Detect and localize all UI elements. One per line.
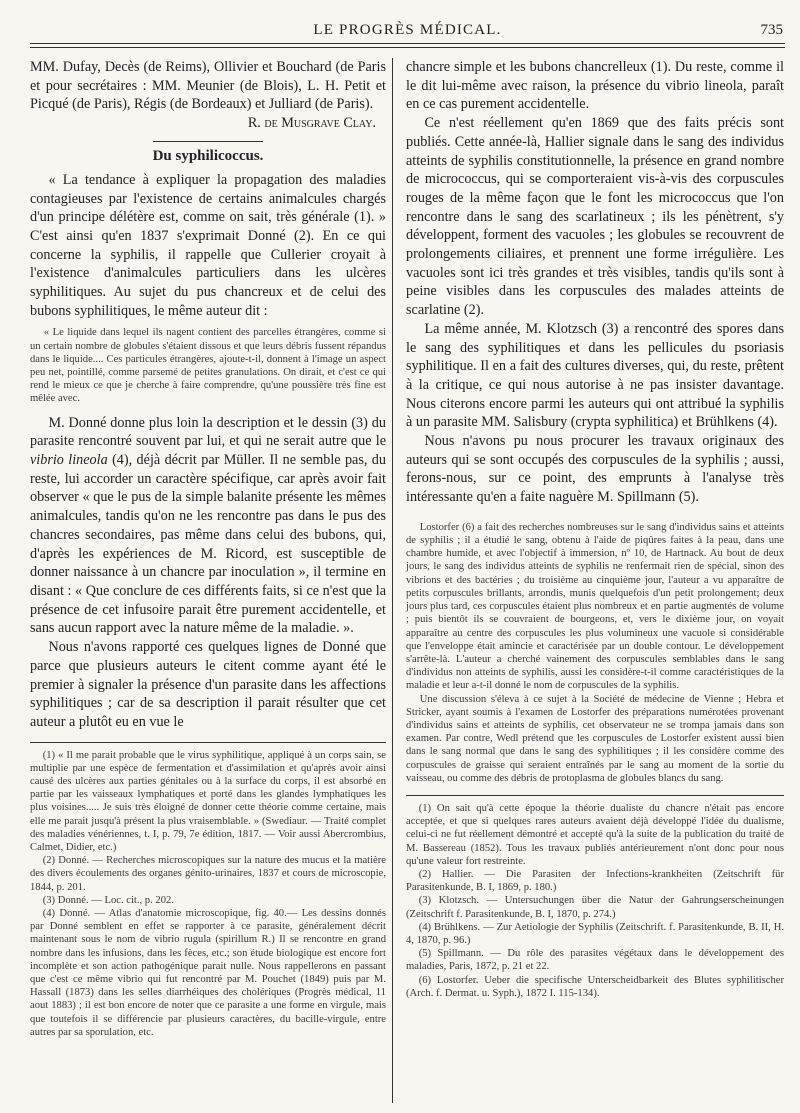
footnote-4: (4) Donné. — Atlas d'anatomie microscopique, fig. 40.— Les dessins donnés par Donné semblent en effet se rapporter à ce parasite, généralement décrit maintenant sous le nom de vibrio rugula (spirillum R.) Il se rencontre en grand nombre dans les infusions, dans les fèces, etc.; son étude biologique est encore fort incomplète et son action pathogénique parait nulle. Nous rappellerons en passant que c'est ce même vibrio qui fut rencontré par M. Pouchet (1849) puis par M. Hassall (1873) dans les selles diarrhéiques des cholériques (Progrès médical, 11 aout 1883) ; il est bon encore de noter que ce parasite a une forme en virgule, mais que toutefois il se différencie par plusieurs caractères, du bacille-virgule, entre autres par sa sporulation, etc. [30,908,386,1038]
paragraph-2-start: M. Donné donne plus loin la description et le dessin (3) du parasite rencontré souvent par lui, et qui ne serait autre que le [30,414,386,450]
congress-members-paragraph: MM. Dufay, Decès (de Reims), Ollivier et Bouchard (de Paris et pour secrétaires : MM. Meunier (de Blois), L. H. Petit et Picqué (de Paris), Régis (de Bordeaux) et Julliard (de Paris). [30,59,386,113]
column-divider [392,58,393,1103]
footnote-rule-right [406,795,784,796]
journal-title: LE PROGRÈS MÉDICAL. [313,22,502,38]
page-number: 735 [760,22,783,38]
donne-quote: « Le liquide dans lequel ils nagent contient des parcelles étrangères, comme si un certain nombre de globules s'étaient dissous et que leurs débris fussent répandus dans le liquide.... Ces particules étrangères, ajoute-t-il, donnent à l'image un aspect peu net, pointillé, comme parsemé de petites granulations. On dirait, et c'est ce qui rend le mieux ce que je cherche à faire comprendre, qu'une poussière très fine est mêlée avec. [30,327,386,405]
signature-line [30,114,386,133]
header-rule-thick [30,43,785,44]
author-signature: R. de Musgrave Clay. [247,115,376,132]
footnote-2: (2) Donné. — Recherches microscopiques sur la nature des mucus et la matière des divers écoulements des organes génito-urinaires, 1837 et cours de microscopie, 1844, p. 201. [30,855,386,893]
paragraph-2 [30,414,386,638]
paragraph-1: « La tendance à expliquer la propagation des maladies contagieuses par l'existence de certains animalcules chargés d'un principe délétère est, comme on sait, très générale (1). » C'est ainsi qu'en 1837 s'exprimait Donné (2). En ce qui concerne la syphilis, il rappelle que Cullerier croyait à l'existence d'animalcules particuliers dans les ulcères syphilitiques. Au sujet du pus chancreux et de celui des bubons syphilitiques, le même auteur dit : [30,171,386,319]
footnote-rule-left [30,742,386,743]
vibrio-lineola-term: vibrio lineola [30,452,108,469]
paragraph-2-rest: (4), déjà décrit par Müller. Il ne semble pas, du reste, lui accorder un caractère spécifique, car après avoir fait observer « que le pus de la simple balanite présente les mêmes animalcules, tandis qu'on ne les rencontre pas dans le pus des chancres secondaires, pas même dans celui des bubons, qui, d'après les expériences de M. Ricord, est susceptible de donner naissance à un chancre par inoculation », il termine en disant : « Que conclure de ces différents faits, si ce n'est que la présence de cet infusoire parait être purement accidentelle, et sans aucun rapport avec la nature même de la maladie. ». [30,452,386,637]
footnote-1: (1) « Il me parait probable que le virus syphilitique, appliqué à un corps sain, se multiplie par une espèce de fermentation et d'assimilation et qu'après avoir ainsi causé des ulcères aux parties génitales ou à la surface du corps, il est absorbé en partie par les vaisseaux lymphatiques et porté dans les glandes lymphatiques les plus voisines..... Je suis très éloigné de donner cette théorie comme certaine, mais elle me parait jusqu'à présent la plus vraisemblable. » (Swediaur. — Traité complet des maladies vénériennes, t. I, p. 79, 7e édition, 1817. — Voir aussi Abercrombius, Calmet, Didier, etc.) [30,749,386,854]
right-column [406,58,784,1000]
footnote-3: (3) Donné. — Loc. cit., p. 202. [42,894,174,906]
section-separator [153,141,263,142]
section-title: Du syphilicoccus. [152,147,264,164]
paragraph-5: Ce n'est réellement qu'en 1869 que des faits précis sont publiés. Cette année-là, Hallier signale dans le sang des individus atteints de syphilis constitutionnelle, la présence en grand nombre de micrococcus, qui se comporteraient vis-à-vis des corpuscules rouges de la même façon que le font les micrococcus que l'on rencontre dans le sang des scarlatineux ; ils les pénètrent, s'y développent, forment des vacuoles ; les globules se recouvrent de prolongements ciliaires, et prennent une forme irrégulière. Les vacuoles sont ici très grandes et très visibles, tandis qu'ils sont à peine visibles dans les corpuscules des malades atteints de scarlatine (2). [406,115,784,319]
vienna-discussion: Une discussion s'éleva à ce sujet à la Société de médecine de Vienne ; Hebra et Stricker, ayant soumis à l'examen de Lostorfer des préparations numérotées provenant d'individus sains et atteints de syphilis, cet observateur ne se trompa jamais dans son examen. Par contre, Wedl prétend que les corpuscules de Lostorfer existent aussi bien dans le sang normal que dans le sang des syphilitiques ; il les considère comme des corpuscules de graisse qui seraient entraînés par le sang au moment de la sortie du vaisseau, ou comme des débris de protoplasma de globules blancs du sang. [406,693,784,784]
footnotes-right [406,802,784,1000]
header-rule-thin [30,47,785,48]
lostorfer-summary: Lostorfer (6) a fait des recherches nombreuses sur le sang d'individus sains et atteints de syphilis ; il a étudié le sang, obtenu à l'aide de piqûres faites à la peau, dans une chambre humide, et avec l'objectif à immersion, nº 10, de Hartnack. Au bout de deux jours, le sang des individus atteints de syphilis ne renfermait rien de spécial, sinon des vibrions et des bactéries ; du troisième au cinquième jour, l'auteur a vu apparaître de petits corpuscules brillants, arrondis, munis quelquefois d'un petit prolongement; deux jours plus tard, ces corpuscules étaient plus nombreux et en partie augmentés de volume ; puis bientôt ils se couvraient de bourgeons, et, vers le dixième jour, on voyait apparaître au centre des corpuscules les plus volumineux une vacuole si considérable que l'enveloppe était amincie et caractérisée par un double contour. Le développement s'arrête-là. L'auteur a cherché vainement des corpuscules semblables dans le sang d'individus non atteints de syphilis, aussi les considère-t-il comme caractéristiques de la maladie et leur a-t-il donné le nom de corpuscules de la syphilis. [406,521,784,692]
footnote-r4: (4) Brühlkens. — Zur Aetiologie der Syphilis (Zeitschrift. f. Parasitenkunde, B. II, H. 4, 1870, p. 96.) [406,921,784,946]
paragraph-6: La même année, M. Klotzsch (3) a rencontré des spores dans le sang des syphilitiques et dans les pellicules du psoriasis syphilitique. Il en a fait des cultures diverses, qui, du reste, prêtent à la critique, ce qui nous autorise à ne pas insister davantage. Nous citerons encore parmi les auteurs qui ont attribué la syphilis à un parasite MM. Salisbury (crypta syphilitica) et Brühlkens (4). [406,320,784,431]
footnote-r3: (3) Klotzsch. — Untersuchungen über die Natur der Gahrungserscheinungen (Zeitschrift f. Parasitenkunde, B. I, 1870, p. 274.) [406,895,784,920]
paragraph-3: Nous n'avons rapporté ces quelques lignes de Donné que parce que plusieurs auteurs le citent comme ayant été le premier à signaler la présence d'un parasite dans les affections syphilitiques ; car de sa description il parait résulter que cet auteur a plutôt eu en vue le [30,639,386,730]
paragraph-7: Nous n'avons pu nous procurer les travaux originaux des auteurs qui se sont occupés des corpuscules de la syphilis ; aussi, ferons-nous, sur ce point, des emprunts à l'analyse très intéressante qu'en a faite naguère M. Spillmann (5). [406,433,784,506]
footnote-r5: (5) Spillmann. — Du rôle des parasites végétaux dans le développement des maladies, Paris, 1872, p. 21 et 22. [406,948,784,973]
running-header [30,22,785,40]
left-column [30,58,386,1039]
footnote-r2: (2) Hallier. — Die Parasiten der Infections-krankheiten (Zeitschrift für Parasitenkunde, B. I, 1869, p. 180.) [406,868,784,894]
footnote-r1: (1) On sait qu'à cette époque la théorie dualiste du chancre n'était pas encore acceptée, et que si quelques rares auteurs avaient déjà développé l'idée du dualisme, celui-ci ne fut réellement démontré et accepté qu'à la suite de la publication du traité de M. Bassereau (1852). Tous les travaux publiés antérieurement n'ont donc pour nous qu'une valeur fort restreinte. [406,802,784,867]
paragraph-4: chancre simple et les bubons chancrelleux (1). Du reste, comme il le dit lui-même avec raison, la présence du vibrio lineola, paraît en ce cas purement accidentelle. [406,59,784,113]
footnote-r6: (6) Lostorfer. Ueber die specifische Unterscheidbarkeit des Blutes syphilitischer (Arch. f. Dermat. u. Syph.), 1872 I. 115-134). [406,974,784,999]
footnotes-left [30,749,386,1039]
